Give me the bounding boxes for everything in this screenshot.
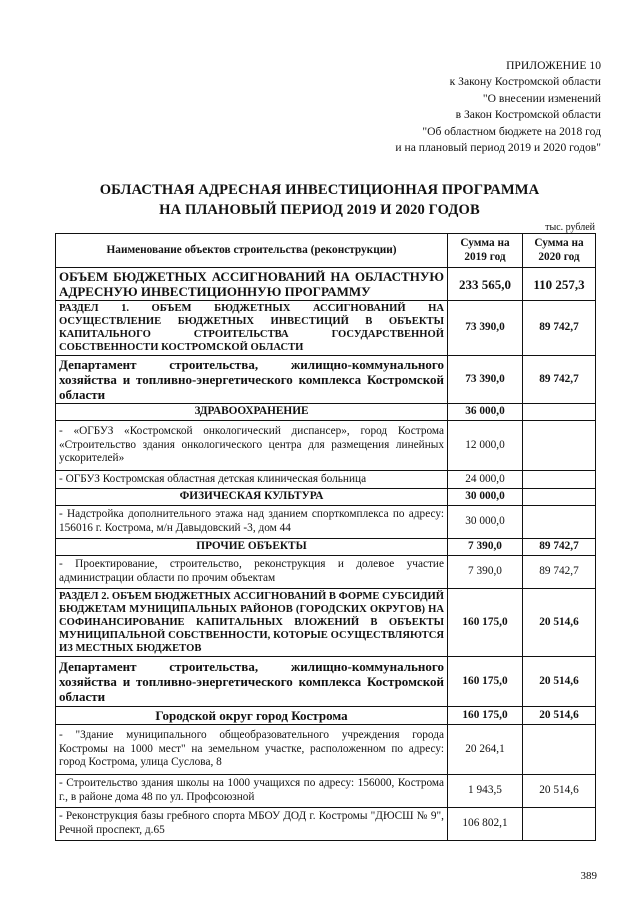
row-2019: 160 175,0 xyxy=(448,657,523,707)
table-row xyxy=(56,356,596,404)
row-name: ФИЗИЧЕСКАЯ КУЛЬТУРА xyxy=(56,489,448,506)
table-row xyxy=(56,506,596,539)
page-number: 389 xyxy=(580,870,597,882)
table-row xyxy=(56,775,596,808)
row-2019: 233 565,0 xyxy=(448,268,523,301)
col-header-2020: Сумма на 2020 год xyxy=(523,234,596,268)
row-2020 xyxy=(523,404,596,421)
table-row xyxy=(56,725,596,775)
table-row xyxy=(56,657,596,707)
row-2019: 160 175,0 xyxy=(448,589,523,657)
row-2020: 89 742,7 xyxy=(523,301,596,356)
row-name: Департамент строительства, жилищно-коммунального хозяйства и топливно-энергетического комплекса Костромской области xyxy=(56,657,448,707)
table-row xyxy=(56,301,596,356)
row-name: РАЗДЕЛ 2. ОБЪЕМ БЮДЖЕТНЫХ АССИГНОВАНИЙ В ФОРМЕ СУБСИДИЙ БЮДЖЕТАМ МУНИЦИПАЛЬНЫХ РАЙОНОВ (ГОРОДСКИХ ОКРУГОВ) НА СОФИНАНСИРОВАНИЕ КАПИТАЛЬНЫХ ВЛОЖЕНИЙ В ОБЪЕКТЫ МУНИЦИПАЛЬНОЙ СОБСТВЕННОСТИ, КОТОРЫЕ ОСУЩЕСТВЛЯЮТСЯ ИЗ МЕСТНЫХ БЮДЖЕТОВ xyxy=(56,589,448,657)
header-line: в Закон Костромской области xyxy=(455,108,601,122)
row-2020: 20 514,6 xyxy=(523,775,596,808)
row-2019: 24 000,0 xyxy=(448,471,523,489)
row-name: РАЗДЕЛ 1. ОБЪЕМ БЮДЖЕТНЫХ АССИГНОВАНИЙ НА ОСУЩЕСТВЛЕНИЕ БЮДЖЕТНЫХ ИНВЕСТИЦИЙ В ОБЪЕКТЫ КАПИТАЛЬНОГО СТРОИТЕЛЬСТВА ГОСУДАРСТВЕННОЙ СОБСТВЕННОСТИ КОСТРОМСКОЙ ОБЛАСТИ xyxy=(56,301,448,356)
row-name: - Строительство здания школы на 1000 учащихся по адресу: 156000, Кострома г., в районе дома 48 по ул. Профсоюзной xyxy=(56,775,448,808)
row-2019: 30 000,0 xyxy=(448,506,523,539)
row-2020: 89 742,7 xyxy=(523,556,596,589)
col-header-2019: Сумма на 2019 год xyxy=(448,234,523,268)
table-row xyxy=(56,471,596,489)
row-name: - "Здание муниципального общеобразовательного учреждения города Костромы на 1000 мест" на земельном участке, расположенном по адресу: город Кострома, улица Суслова, 8 xyxy=(56,725,448,775)
row-2019: 7 390,0 xyxy=(448,556,523,589)
units-label: тыс. рублей xyxy=(545,222,595,233)
document-title xyxy=(0,180,639,220)
row-2019: 73 390,0 xyxy=(448,301,523,356)
appendix-header xyxy=(395,58,601,156)
row-2019: 73 390,0 xyxy=(448,356,523,404)
table-row xyxy=(56,489,596,506)
row-name: Городской округ город Кострома xyxy=(56,707,448,725)
header-line: и на плановый период 2019 и 2020 годов" xyxy=(395,141,601,155)
row-name: ПРОЧИЕ ОБЪЕКТЫ xyxy=(56,539,448,556)
row-2020: 20 514,6 xyxy=(523,589,596,657)
row-2019: 12 000,0 xyxy=(448,421,523,471)
row-2019: 106 802,1 xyxy=(448,808,523,841)
header-line: "О внесении изменений xyxy=(482,91,601,105)
row-name: ОБЪЕМ БЮДЖЕТНЫХ АССИГНОВАНИЙ НА ОБЛАСТНУЮ АДРЕСНУЮ ИНВЕСТИЦИОННУЮ ПРОГРАММУ xyxy=(56,268,448,301)
row-name: - Реконструкция базы гребного спорта МБОУ ДОД г. Костромы "ДЮСШ № 9", Речной проспект, д.65 xyxy=(56,808,448,841)
row-name: Департамент строительства, жилищно-коммунального хозяйства и топливно-энергетического комплекса Костромской области xyxy=(56,356,448,404)
row-2019: 1 943,5 xyxy=(448,775,523,808)
investment-table xyxy=(55,233,596,841)
row-2020 xyxy=(523,725,596,775)
row-2020 xyxy=(523,471,596,489)
row-2020: 89 742,7 xyxy=(523,539,596,556)
table-row xyxy=(56,421,596,471)
header-line: к Закону Костромской области xyxy=(449,75,601,89)
row-2020 xyxy=(523,421,596,471)
table-row xyxy=(56,404,596,421)
title-line-2: НА ПЛАНОВЫЙ ПЕРИОД 2019 И 2020 ГОДОВ xyxy=(159,202,480,218)
title-line-1: ОБЛАСТНАЯ АДРЕСНАЯ ИНВЕСТИЦИОННАЯ ПРОГРАММА xyxy=(99,182,540,198)
row-2019: 160 175,0 xyxy=(448,707,523,725)
row-2020 xyxy=(523,506,596,539)
row-2019: 20 264,1 xyxy=(448,725,523,775)
row-2019: 36 000,0 xyxy=(448,404,523,421)
row-name: - Надстройка дополнительного этажа над зданием спорткомплекса по адресу: 156016 г. Кострома, м/н Давыдовский -3, дом 44 xyxy=(56,506,448,539)
row-2019: 7 390,0 xyxy=(448,539,523,556)
row-name: - ОГБУЗ Костромская областная детская клиническая больница xyxy=(56,471,448,489)
table-row xyxy=(56,589,596,657)
table-row xyxy=(56,539,596,556)
col-header-name: Наименование объектов строительства (реконструкции) xyxy=(56,234,448,268)
row-2020: 20 514,6 xyxy=(523,657,596,707)
table-header-row xyxy=(56,234,596,268)
table-row xyxy=(56,556,596,589)
table-row xyxy=(56,268,596,301)
row-2020: 110 257,3 xyxy=(523,268,596,301)
row-2020 xyxy=(523,489,596,506)
row-2019: 30 000,0 xyxy=(448,489,523,506)
row-name: - «ОГБУЗ «Костромской онкологический диспансер», город Кострома «Строительство здания онкологического центра для размещения линейных ускорителей» xyxy=(56,421,448,471)
table-row xyxy=(56,808,596,841)
row-2020: 89 742,7 xyxy=(523,356,596,404)
header-line: ПРИЛОЖЕНИЕ 10 xyxy=(506,59,601,72)
row-2020: 20 514,6 xyxy=(523,707,596,725)
table-row xyxy=(56,707,596,725)
row-2020 xyxy=(523,808,596,841)
row-name: ЗДРАВООХРАНЕНИЕ xyxy=(56,404,448,421)
header-line: "Об областном бюджете на 2018 год xyxy=(422,124,601,138)
row-name: - Проектирование, строительство, реконструкция и долевое участие администрации области по прочим объектам xyxy=(56,556,448,589)
